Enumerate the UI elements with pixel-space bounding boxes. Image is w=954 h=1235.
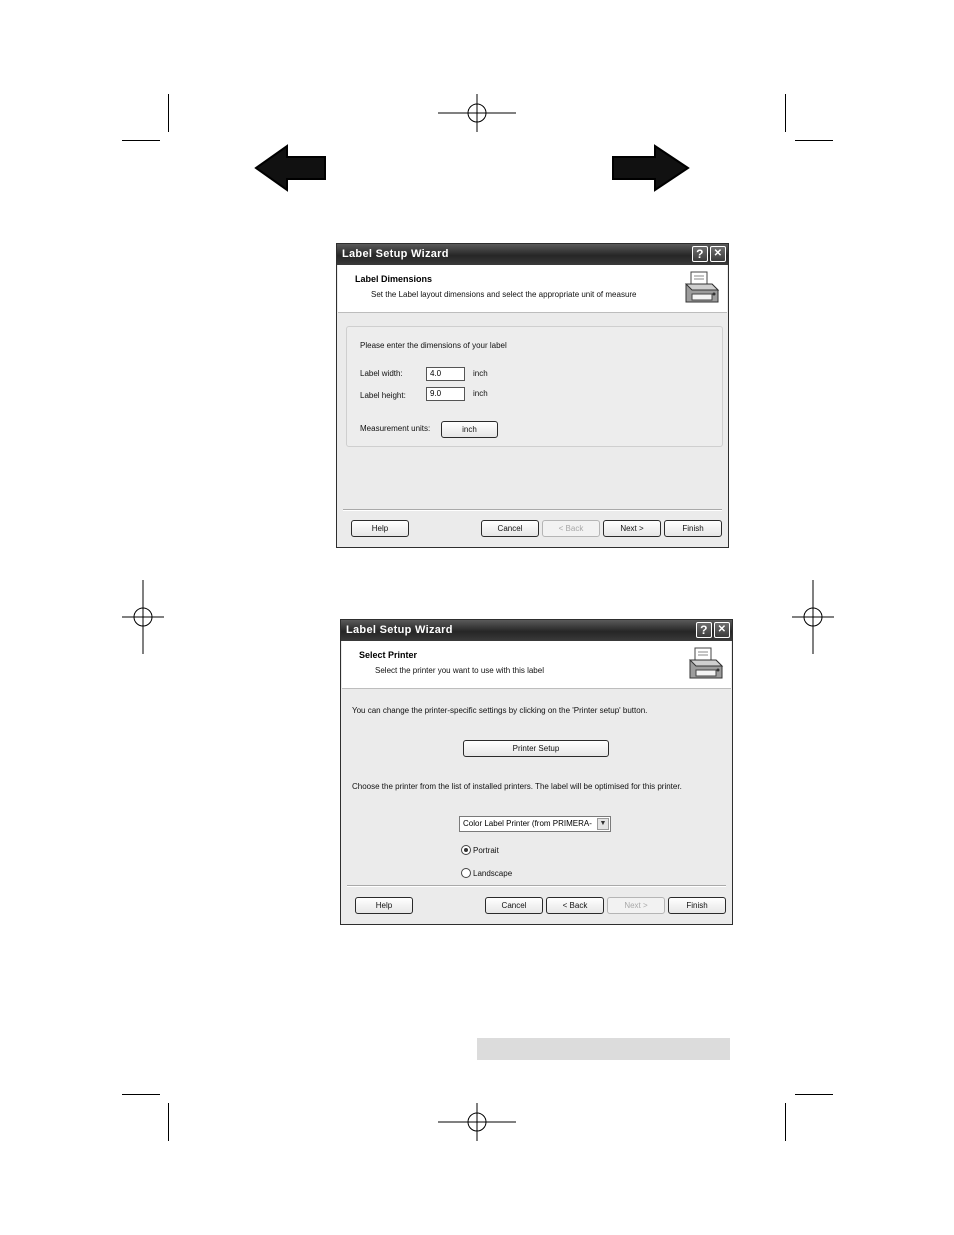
crop-mark-bottom-left-v (168, 1103, 169, 1141)
left-arrow-icon[interactable] (254, 144, 328, 192)
help-icon[interactable]: ? (692, 246, 708, 262)
printer-icon (683, 270, 721, 308)
choose-printer-text: Choose the printer from the list of installed printers. The label will be optimised for this printer. (352, 782, 682, 791)
close-icon[interactable]: ✕ (710, 246, 726, 262)
crop-mark-bottom-right-h (795, 1094, 833, 1095)
printer-setup-info: You can change the printer-specific settings by clicking on the 'Printer setup' button. (352, 706, 648, 715)
label-height-unit: inch (473, 389, 488, 398)
crop-mark-bottom-left-h (122, 1094, 160, 1095)
crop-mark-top-right-v (785, 94, 786, 132)
printer-icon (687, 646, 725, 684)
next-button[interactable]: Next > (603, 520, 661, 537)
title-bar[interactable] (341, 620, 732, 641)
help-button[interactable]: Help (355, 897, 413, 914)
printer-select[interactable] (459, 816, 611, 832)
wizard-header (342, 641, 731, 689)
header-title: Label Dimensions (355, 274, 433, 284)
back-button[interactable]: < Back (542, 520, 600, 537)
label-height-input[interactable]: 9.0 (426, 387, 465, 401)
back-button[interactable]: < Back (546, 897, 604, 914)
printer-setup-button[interactable]: Printer Setup (463, 740, 609, 757)
header-title: Select Printer (359, 650, 418, 660)
title-bar[interactable] (337, 244, 728, 265)
label-height-label: Label height: (360, 391, 406, 400)
dimensions-prompt: Please enter the dimensions of your label (360, 341, 507, 350)
portrait-label[interactable]: Portrait (473, 846, 499, 855)
finish-button[interactable]: Finish (664, 520, 722, 537)
label-width-unit: inch (473, 369, 488, 378)
select-printer-dialog (340, 619, 733, 925)
registration-mark-right (792, 580, 834, 654)
footer-separator (343, 509, 722, 511)
crop-mark-bottom-right-v (785, 1103, 786, 1141)
footer-gray-bar (477, 1038, 730, 1060)
finish-button[interactable]: Finish (668, 897, 726, 914)
landscape-label[interactable]: Landscape (473, 869, 513, 878)
registration-mark-left (122, 580, 164, 654)
crop-mark-top-left-h (122, 140, 160, 141)
measurement-units-label: Measurement units: (360, 424, 431, 433)
label-dimensions-dialog (336, 243, 729, 548)
header-subtitle: Set the Label layout dimensions and select the appropriate unit of measure (371, 290, 637, 299)
registration-mark-top (438, 94, 516, 132)
label-width-input[interactable]: 4.0 (426, 367, 465, 381)
footer-separator (347, 885, 726, 887)
close-icon[interactable]: ✕ (714, 622, 730, 638)
wizard-header (338, 265, 727, 313)
header-subtitle: Select the printer you want to use with this label (375, 666, 544, 675)
cancel-button[interactable]: Cancel (485, 897, 543, 914)
dialog-title: Label Setup Wizard (346, 624, 453, 636)
landscape-radio[interactable] (461, 868, 471, 878)
label-width-label: Label width: (360, 369, 403, 378)
crop-mark-top-left-v (168, 94, 169, 132)
help-button[interactable]: Help (351, 520, 409, 537)
portrait-radio[interactable] (461, 845, 471, 855)
cancel-button[interactable]: Cancel (481, 520, 539, 537)
crop-mark-top-right-h (795, 140, 833, 141)
printer-select-value: Color Label Printer (from PRIMERA- (463, 819, 592, 828)
chevron-down-icon[interactable]: ▼ (597, 818, 609, 830)
dimensions-group (346, 326, 723, 447)
registration-mark-bottom (438, 1103, 516, 1141)
right-arrow-icon[interactable] (610, 144, 690, 192)
dialog-title: Label Setup Wizard (342, 248, 449, 260)
help-icon[interactable]: ? (696, 622, 712, 638)
measurement-units-button[interactable]: inch (441, 421, 498, 438)
next-button[interactable]: Next > (607, 897, 665, 914)
